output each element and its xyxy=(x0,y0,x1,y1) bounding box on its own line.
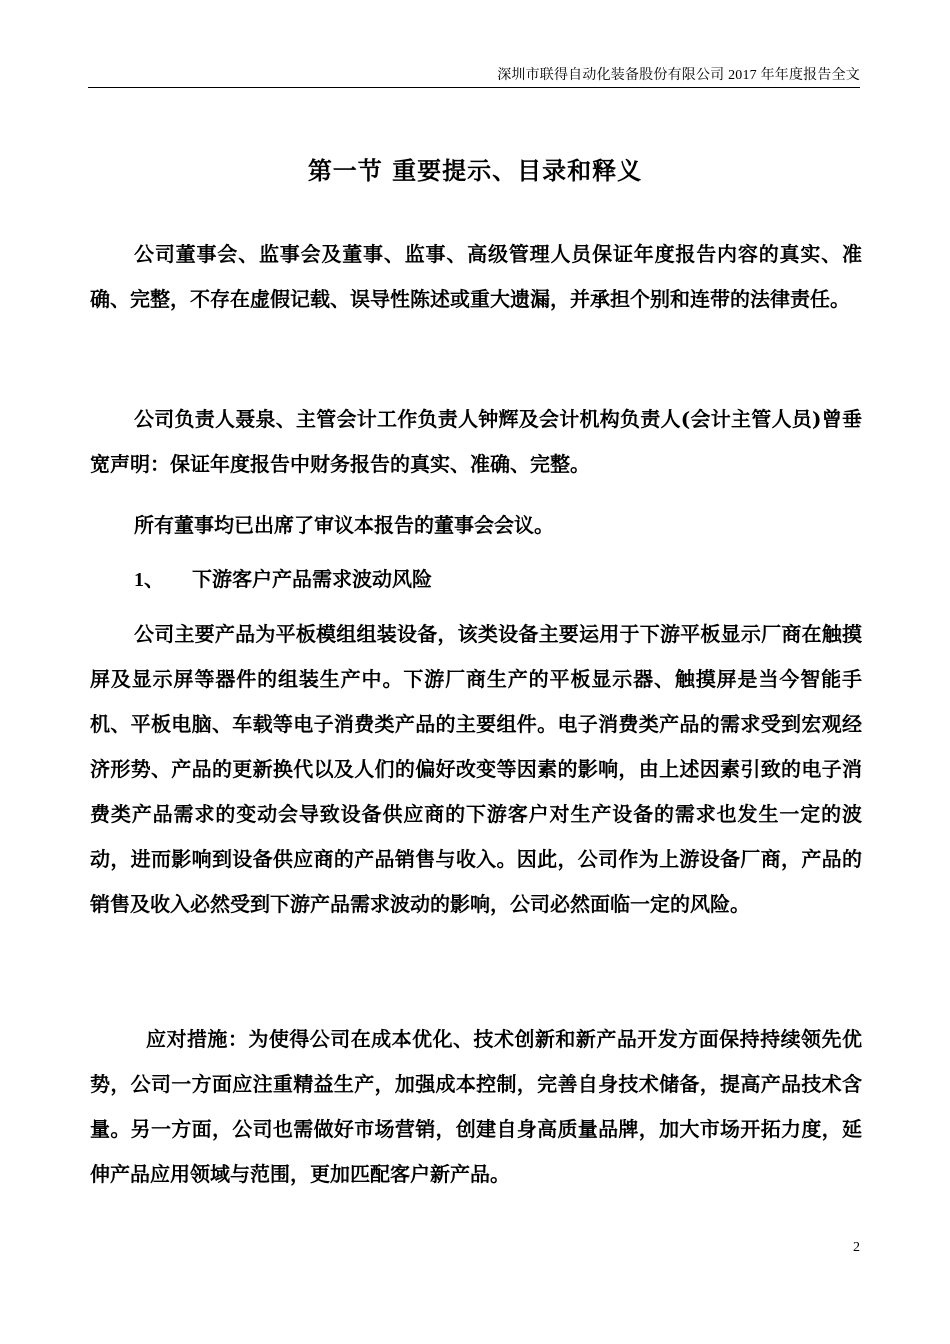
page-number: 2 xyxy=(853,1240,860,1255)
risk-item-title: 下游客户产品需求波动风险 xyxy=(192,567,432,591)
paragraph-board-attendance: 所有董事均已出席了审议本报告的董事会会议。 xyxy=(134,513,554,537)
paragraph-countermeasures: 应对措施：为使得公司在成本优化、技术创新和新产品开发方面保持持续领先优势，公司一方面应注重精益生产，加强成本控制，完善自身技术储备，提高产品技术含量。另一方面，公司也需做好市场营销，创建自身高质量品牌，加大市场开拓力度，延伸产品应用领域与范围，更加匹配客户新产品。 xyxy=(90,1027,862,1186)
running-header: 深圳市联得自动化装备股份有限公司 2017 年年度报告全文 xyxy=(497,68,860,83)
section-title: 第一节 重要提示、目录和释义 xyxy=(307,156,643,185)
risk-item-number: 1、 xyxy=(134,569,164,591)
paragraph-financial-declaration: 公司负责人聂泉、主管会计工作负责人钟辉及会计机构负责人(会计主管人员)曾垂宽声明：保证年度报告中财务报告的真实、准确、完整。 xyxy=(90,407,862,476)
paragraph-risk-description: 公司主要产品为平板模组组装设备，该类设备主要运用于下游平板显示厂商在触摸屏及显示屏等器件的组装生产中。下游厂商生产的平板显示器、触摸屏是当今智能手机、平板电脑、车载等电子消费类产品的主要组件。电子消费类产品的需求受到宏观经济形势、产品的更新换代以及人们的偏好改变等因素的影响，由上述因素引致的电子消费类产品需求的变动会导致设备供应商的下游客户对生产设备的需求也发生一定的波动，进而影响到设备供应商的产品销售与收入。因此，公司作为上游设备厂商，产品的销售及收入必然受到下游产品需求波动的影响，公司必然面临一定的风险。 xyxy=(90,622,862,916)
paragraph-responsibility-statement: 公司董事会、监事会及董事、监事、高级管理人员保证年度报告内容的真实、准确、完整，不存在虚假记载、误导性陈述或重大遗漏，并承担个别和连带的法律责任。 xyxy=(90,242,862,311)
risk-item-heading xyxy=(90,557,862,603)
header-divider xyxy=(88,87,860,88)
